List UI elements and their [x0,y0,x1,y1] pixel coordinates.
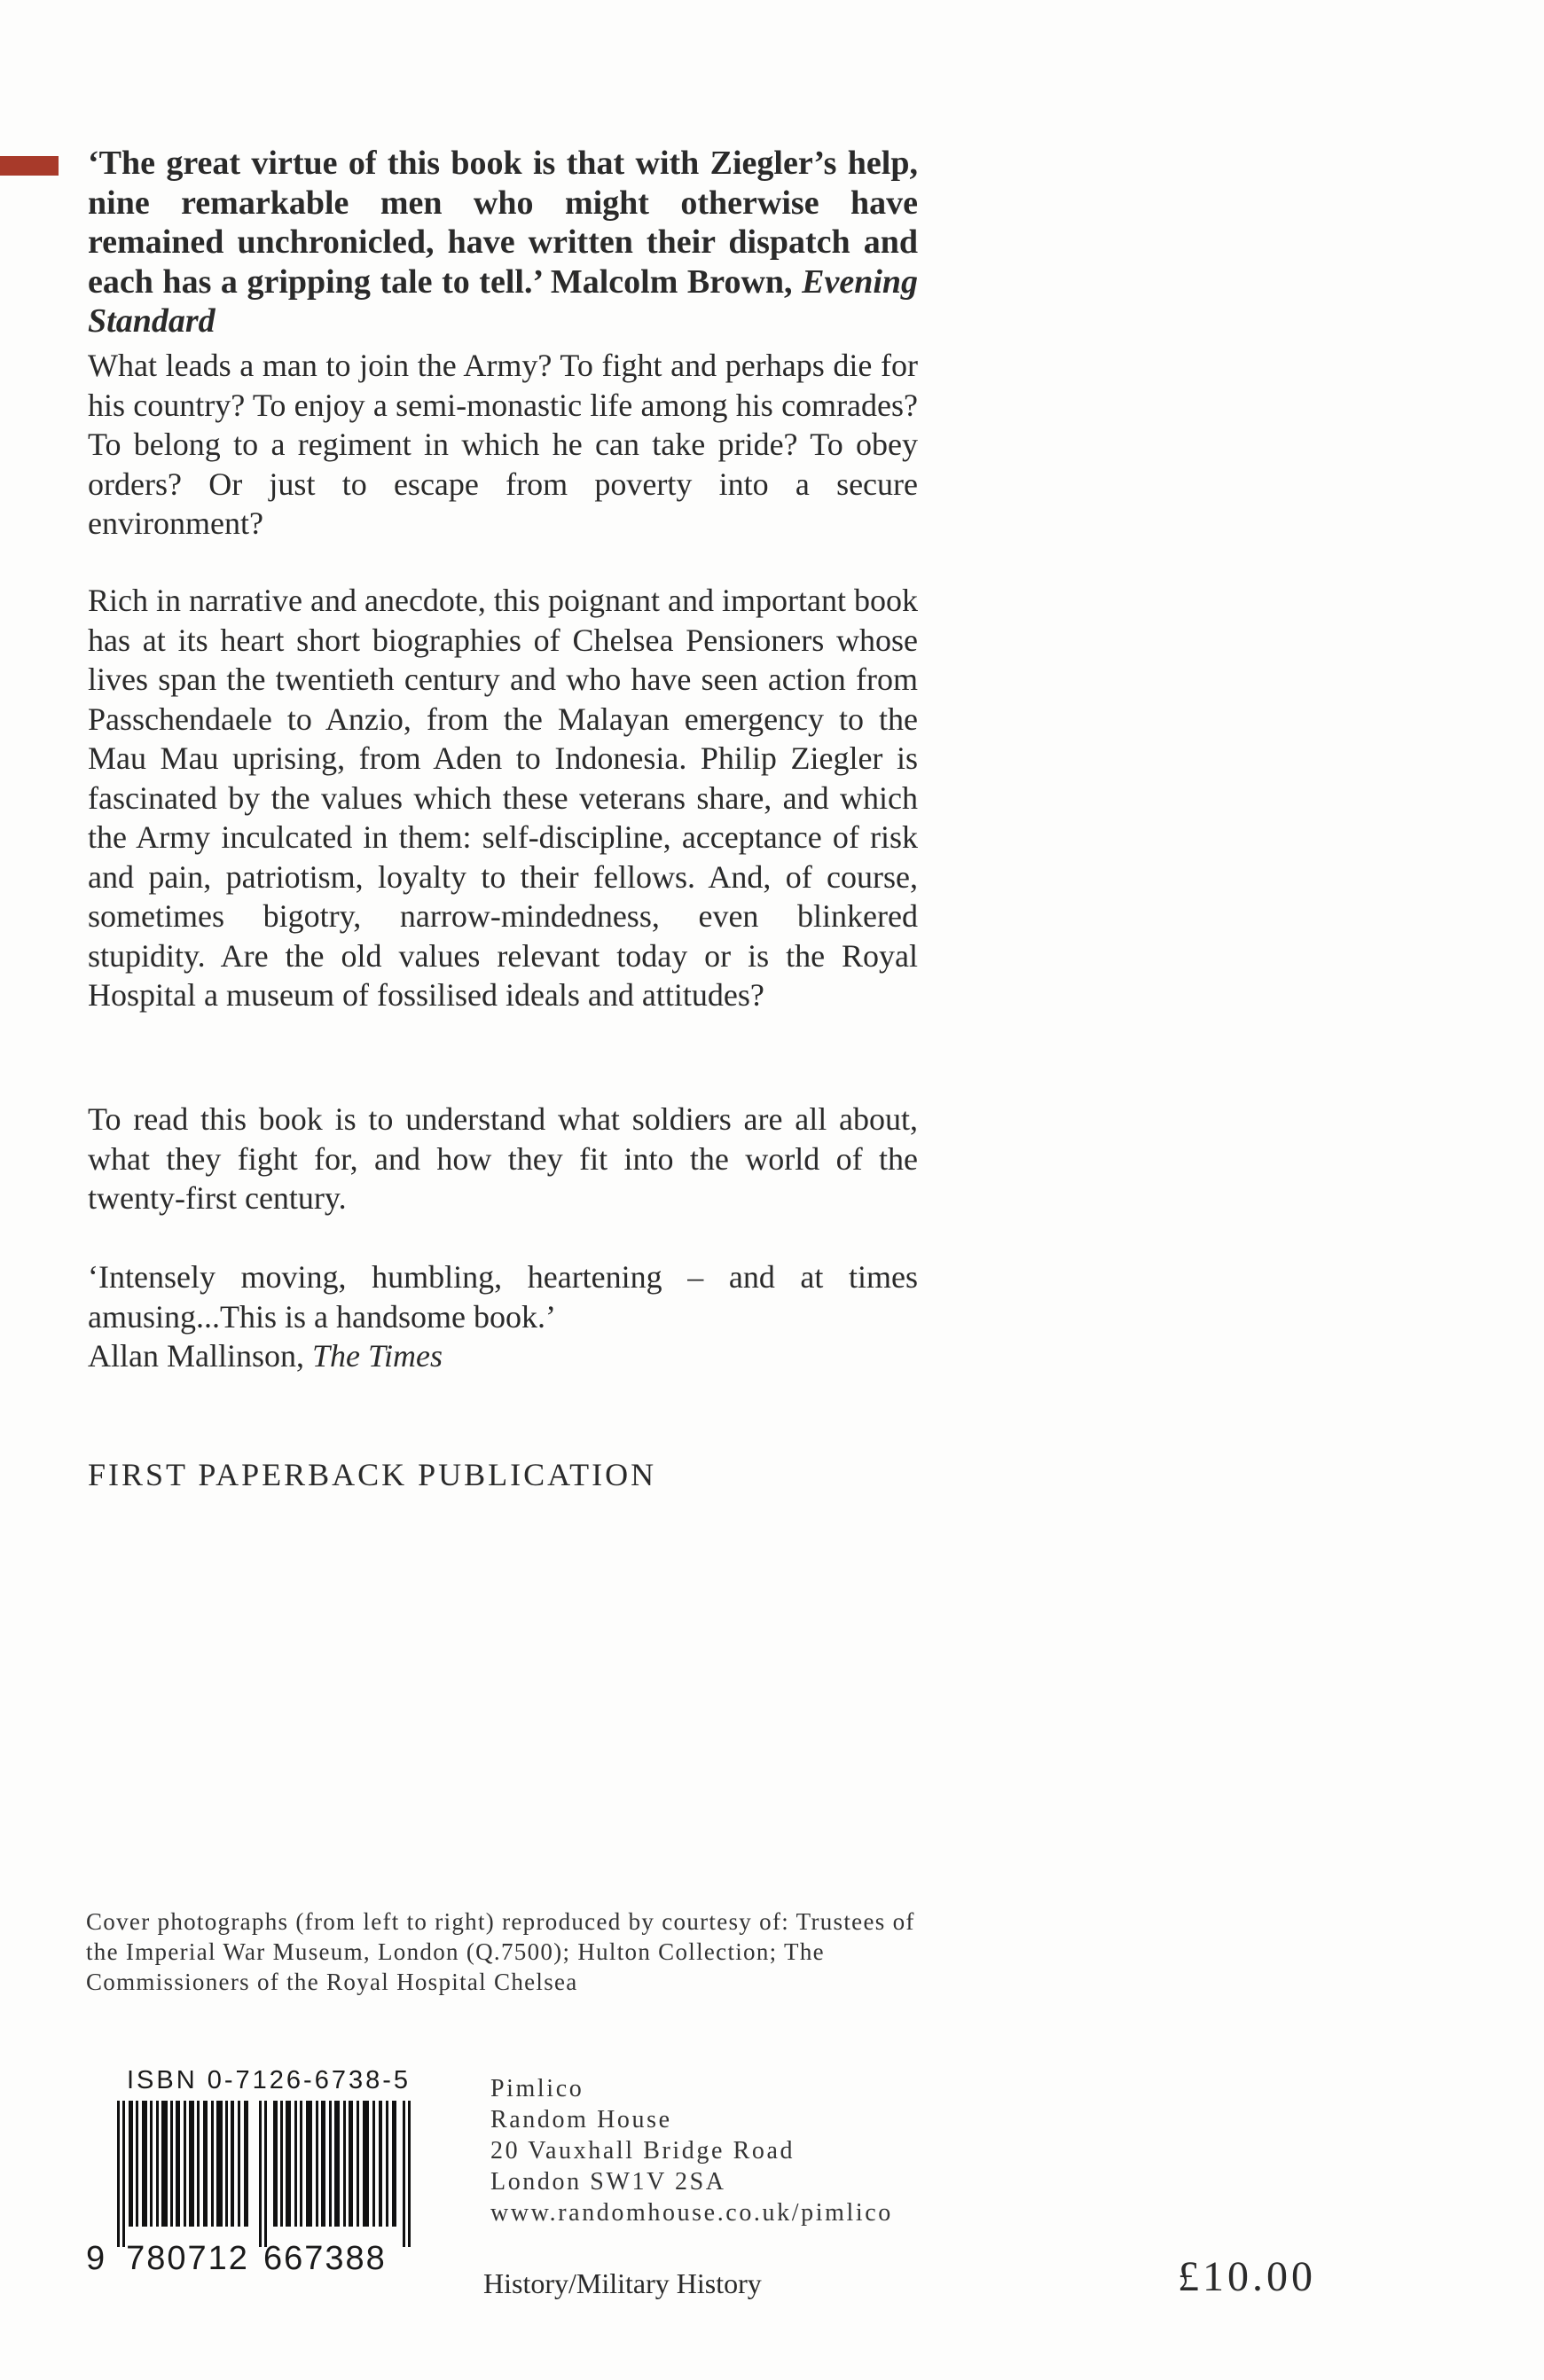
isbn-label: ISBN 0-7126-6738-5 [127,2066,411,2094]
closing-quote-text: ‘Intensely moving, humbling, heartening – and at times amusing...This is a handsome book.’ [88,1259,918,1335]
cover-credits: Cover photographs (from left to right) reproduced by courtesy of: Trustees of the Imperial War Museum, London (Q.7500); Hulton Collection; The Commissioners of the Royal Hospital Chelsea [86,1908,915,1995]
edition-note: FIRST PAPERBACK PUBLICATION [88,1457,657,1492]
barcode-group-2: 667388 [263,2240,387,2277]
barcode-first-digit: 9 [86,2240,107,2277]
closing-quote-author: Allan Mallinson, [88,1338,304,1374]
paragraph-description: Rich in narrative and anecdote, this poignant and important book has at its heart short biographies of Chelsea Pensioners whose lives span the twentieth century and who have seen action from Passchendaele to Anzio, from the Malayan emergency to the Mau Mau uprising, from Aden to Indonesia. Philip Ziegler is fascinated by the values which these veterans share, and which the Army inculcated in them: self-discipline, acceptance of risk and pain, patriotism, loyalty to their fellows. And, of course, sometimes bigotry, narrow-mindedness, even blinkered stupidity. Are the old values relevant today or is the Royal Hospital a museum of fossilised ideals and attitudes? [88,583,918,1013]
publisher-name: Pimlico [490,2075,584,2102]
publisher-website: www.randomhouse.co.uk/pimlico [490,2199,893,2227]
paragraph-summary: To read this book is to understand what soldiers are all about, what they fight for, and how they fit into the world of the twenty-first century. [88,1101,918,1216]
publisher-street: 20 Vauxhall Bridge Road [490,2137,796,2165]
isbn-barcode-block [86,2066,425,2278]
paragraph-intro: What leads a man to join the Army? To fight and perhaps die for his country? To enjoy a semi-monastic life among his comrades? To belong to a regiment in which he can take pride? To obey orders? Or just to escape from poverty into a secure environment? [88,348,918,541]
publisher-city: London SW1V 2SA [490,2168,726,2196]
review-author: Malcolm Brown, [550,262,793,301]
barcode-digits [86,2240,425,2278]
review-quote: ‘The great virtue of this book is that with Ziegler’s help, nine remarkable men who might otherwise have remained unchronicled, have written their dispatch and each has a gripping tale to tell.’ [88,145,918,301]
review-publication: Evening Standard [88,262,919,340]
barcode [117,2101,422,2247]
accent-bar [0,156,59,176]
price: £10.00 [1178,2253,1316,2300]
barcode-group-1: 780712 [126,2240,249,2277]
closing-quote [88,1257,918,1376]
review-blurb [88,144,918,341]
publisher-imprint: Random House [490,2106,672,2133]
publisher-address [490,2073,893,2228]
closing-quote-publication: The Times [311,1338,443,1374]
category: History/Military History [483,2267,762,2299]
